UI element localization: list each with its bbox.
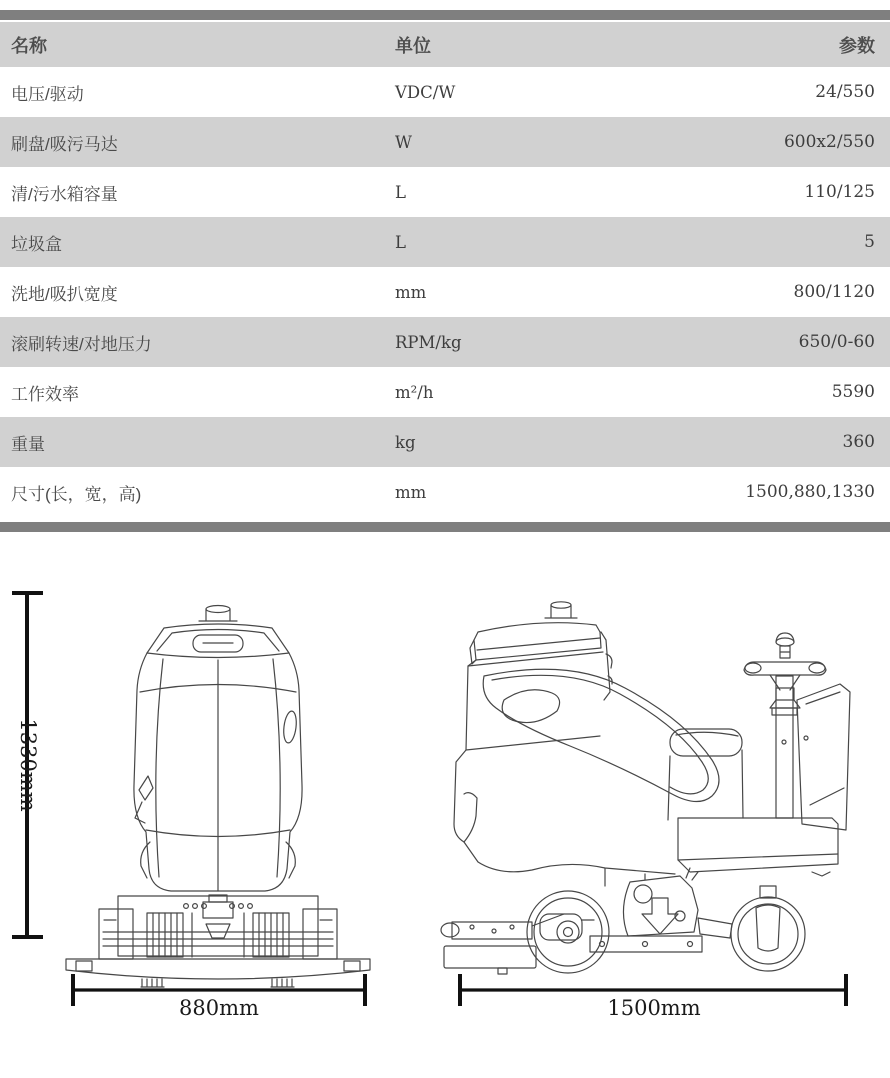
table-row — [0, 417, 890, 467]
spec-unit: m²/h — [395, 382, 434, 402]
spec-name: 工作效率 — [11, 384, 79, 404]
spec-table — [0, 10, 890, 532]
spec-name: 刷盘/吸污马达 — [11, 134, 118, 154]
table-row — [0, 367, 890, 417]
spec-name: 滚刷转速/对地压力 — [11, 334, 152, 354]
table-row — [0, 167, 890, 217]
spec-value: 24/550 — [815, 82, 875, 102]
table-header-row — [0, 22, 890, 67]
top-divider-bar — [0, 10, 890, 20]
spec-value: 5 — [864, 232, 875, 252]
table-row — [0, 117, 890, 167]
spec-value: 360 — [842, 432, 875, 452]
spec-name: 清/污水箱容量 — [11, 184, 118, 204]
spec-value: 600x2/550 — [783, 132, 875, 152]
spec-value: 110/125 — [804, 182, 875, 202]
width-dimension-label: 880mm — [179, 996, 259, 1020]
spec-unit: kg — [395, 432, 416, 452]
front-view-drawing — [0, 580, 440, 1020]
spec-unit: L — [395, 232, 406, 252]
side-view-drawing — [440, 580, 890, 1020]
length-dimension-label: 1500mm — [607, 996, 701, 1020]
spec-unit: mm — [395, 282, 427, 302]
spec-name: 重量 — [11, 434, 45, 454]
spec-name: 垃圾盒 — [11, 234, 62, 254]
spec-value: 650/0-60 — [798, 332, 875, 352]
spec-name: 电压/驱动 — [11, 84, 84, 104]
header-value: 参数 — [839, 35, 875, 56]
table-row — [0, 467, 890, 517]
spec-unit: L — [395, 182, 406, 202]
spec-unit: VDC/W — [395, 82, 456, 102]
side-view-svg — [440, 580, 890, 1020]
spec-value: 5590 — [831, 382, 875, 402]
bottom-divider-bar — [0, 522, 890, 532]
spec-name: 尺寸(长，宽，高) — [11, 484, 142, 504]
height-dimension-label: 1330mm — [16, 718, 40, 812]
table-row — [0, 67, 890, 117]
spec-unit: W — [395, 132, 412, 152]
header-unit: 单位 — [395, 35, 431, 56]
spec-unit: RPM/kg — [395, 332, 462, 352]
front-view-svg — [0, 580, 440, 1020]
spec-value: 800/1120 — [793, 282, 875, 302]
header-name: 名称 — [11, 35, 47, 56]
table-row — [0, 217, 890, 267]
spec-value: 1500,880,1330 — [745, 482, 875, 502]
spec-name: 洗地/吸扒宽度 — [11, 284, 118, 304]
table-row — [0, 317, 890, 367]
table-row — [0, 267, 890, 317]
spec-unit: mm — [395, 482, 427, 502]
